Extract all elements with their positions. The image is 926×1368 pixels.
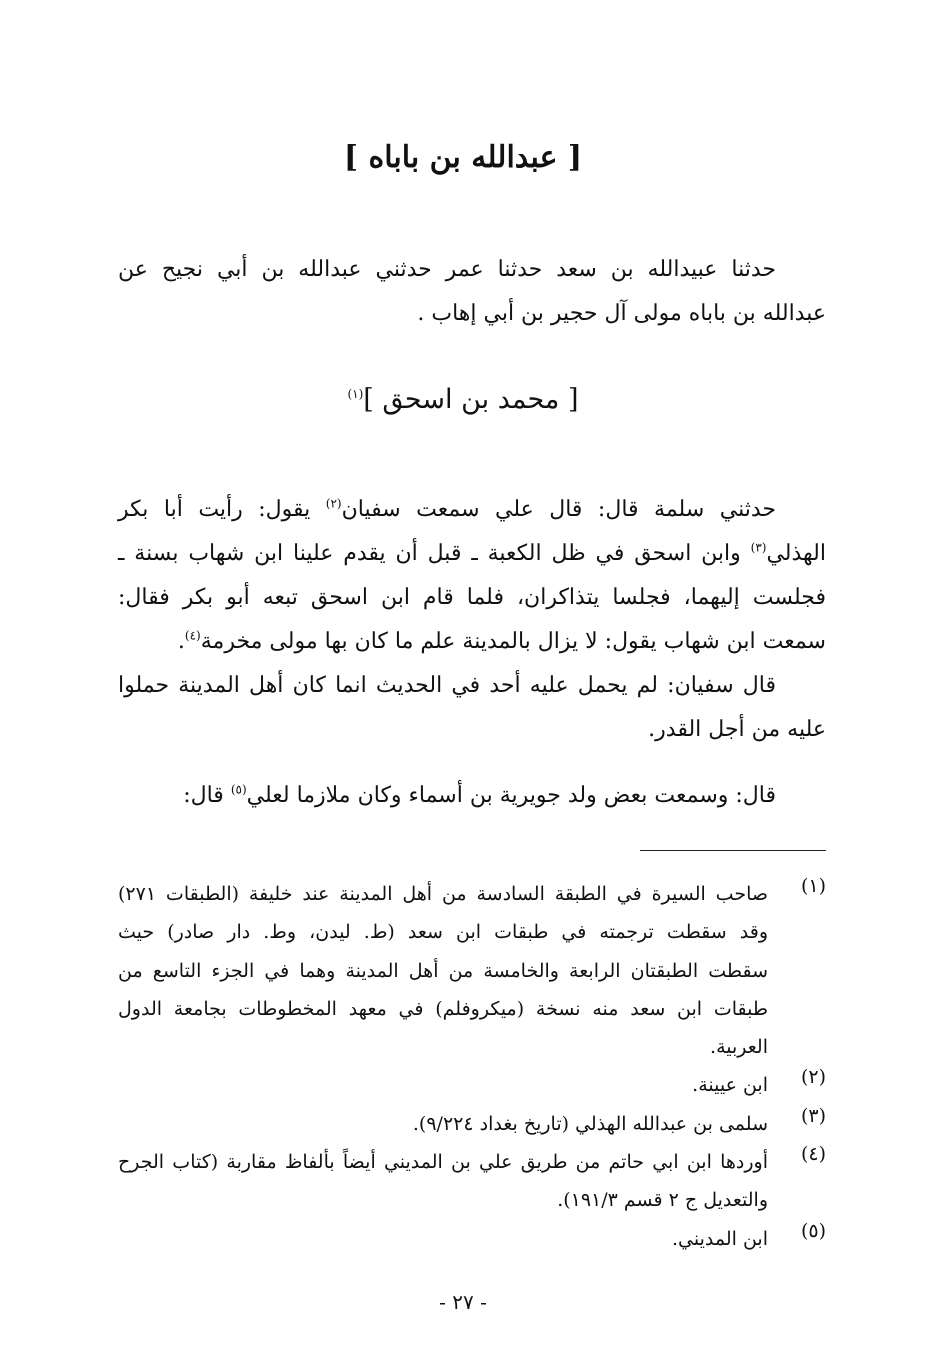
- text-span: الهذلي: [766, 541, 826, 566]
- text-line: فجلست إليهما، فجلسا يتذاكران، فلما قام ابن اسحق تبعه أبو بكر فقال:: [118, 585, 826, 610]
- footnote-ref: (٢): [325, 496, 342, 511]
- text-line: عليه من أجل القدر.: [648, 717, 826, 742]
- footnote-5: [118, 1220, 826, 1258]
- footnotes: [118, 875, 826, 1258]
- footnote-text: [118, 875, 768, 1066]
- paragraph-isnad-abdallah: [118, 248, 826, 336]
- text-span: يقول: رأيت أبا بكر: [118, 497, 326, 522]
- footnote-number: (٤): [800, 1143, 826, 1166]
- text-line: حدثنا عبيدالله بن سعد حدثنا عمر حدثني عبدالله بن أبي نجيح عن: [118, 257, 776, 282]
- footnote-text: [118, 1143, 768, 1220]
- paragraph-juwayriya: [118, 774, 826, 818]
- footnote-ref: (٥): [230, 782, 247, 797]
- text-line: [118, 774, 826, 818]
- footnote-text: [118, 1105, 768, 1143]
- section-heading-muhammad: [0, 384, 926, 415]
- text-span: حدثني سلمة قال: قال علي سمعت سفيان: [341, 497, 776, 522]
- section-heading-abdallah: [ عبدالله بن باباه ]: [343, 140, 583, 175]
- footnote-line: صاحب السيرة في الطبقة السادسة من أهل المدينة عند خليفة (الطبقات ٢٧١): [118, 883, 768, 905]
- heading-text: [ محمد بن اسحق ]: [363, 384, 579, 415]
- paragraph-sufyan: [118, 664, 826, 752]
- text-line: [118, 488, 826, 532]
- footnote-number: (٥): [800, 1219, 826, 1242]
- footnote-line: سقطت الطبقتان الرابعة والخامسة من أهل المدينة وهما في الجزء التاسع من: [118, 959, 768, 982]
- footnote-line: العربية.: [710, 1036, 768, 1059]
- footnote-line: وقد سقطت ترجمته في طبقات ابن سعد (ط. ليدن، وط. دار صادر) حيث: [118, 921, 768, 944]
- footnote-ref: (٤): [184, 628, 201, 643]
- footnote-1: [118, 875, 826, 1066]
- text-span: .: [177, 629, 185, 654]
- footnote-number: (١): [800, 875, 826, 897]
- footnote-separator: [640, 850, 826, 851]
- text-line: [118, 532, 826, 576]
- text-span: قال: وسمعت بعض ولد جويرية بن أسماء وكان ملازما لعلي: [246, 783, 776, 808]
- footnote-3: [118, 1105, 826, 1143]
- footnote-line: أوردها ابن ابي حاتم من طريق علي بن المديني أيضاً بألفاظ مقاربة (كتاب الجرح: [118, 1151, 768, 1174]
- text-span: سمعت ابن شهاب يقول: لا يزال بالمدينة علم ما كان بها مولى مخرمة: [200, 629, 826, 654]
- footnote-line: سلمى بن عبدالله الهذلي (تاريخ بغداد ٩/٢٢٤).: [412, 1112, 768, 1135]
- footnote-text: [118, 1066, 768, 1104]
- paragraph-salama: [118, 488, 826, 664]
- footnote-line: ابن عيينة.: [692, 1074, 768, 1097]
- text-span: وابن اسحق في ظل الكعبة ـ قبل أن يقدم علينا ابن شهاب بسنة ـ: [118, 541, 751, 566]
- page-number: - ٢٧ -: [439, 1290, 487, 1314]
- footnote-line: والتعديل ج ٢ قسم ١٩١/٣).: [557, 1189, 768, 1212]
- footnote-text: [118, 1220, 768, 1258]
- text-span: قال:: [183, 783, 231, 808]
- footnote-ref: (٣): [750, 540, 767, 555]
- footnote-ref: (١): [347, 387, 364, 401]
- text-line: [118, 620, 826, 664]
- footnote-number: (٢): [800, 1066, 826, 1089]
- footnote-2: [118, 1066, 826, 1104]
- footnote-4: [118, 1143, 826, 1220]
- footnote-line: طبقات ابن سعد منه نسخة (ميكروفلم) في معهد المخطوطات بجامعة الدول: [118, 997, 768, 1020]
- footnote-line: ابن المديني.: [672, 1227, 768, 1250]
- footnote-number: (٣): [800, 1104, 826, 1127]
- text-line: قال سفيان: لم يحمل عليه أحد في الحديث انما كان أهل المدينة حملوا: [118, 673, 776, 698]
- text-line: عبدالله بن باباه مولى آل حجير بن أبي إهاب .: [417, 301, 826, 326]
